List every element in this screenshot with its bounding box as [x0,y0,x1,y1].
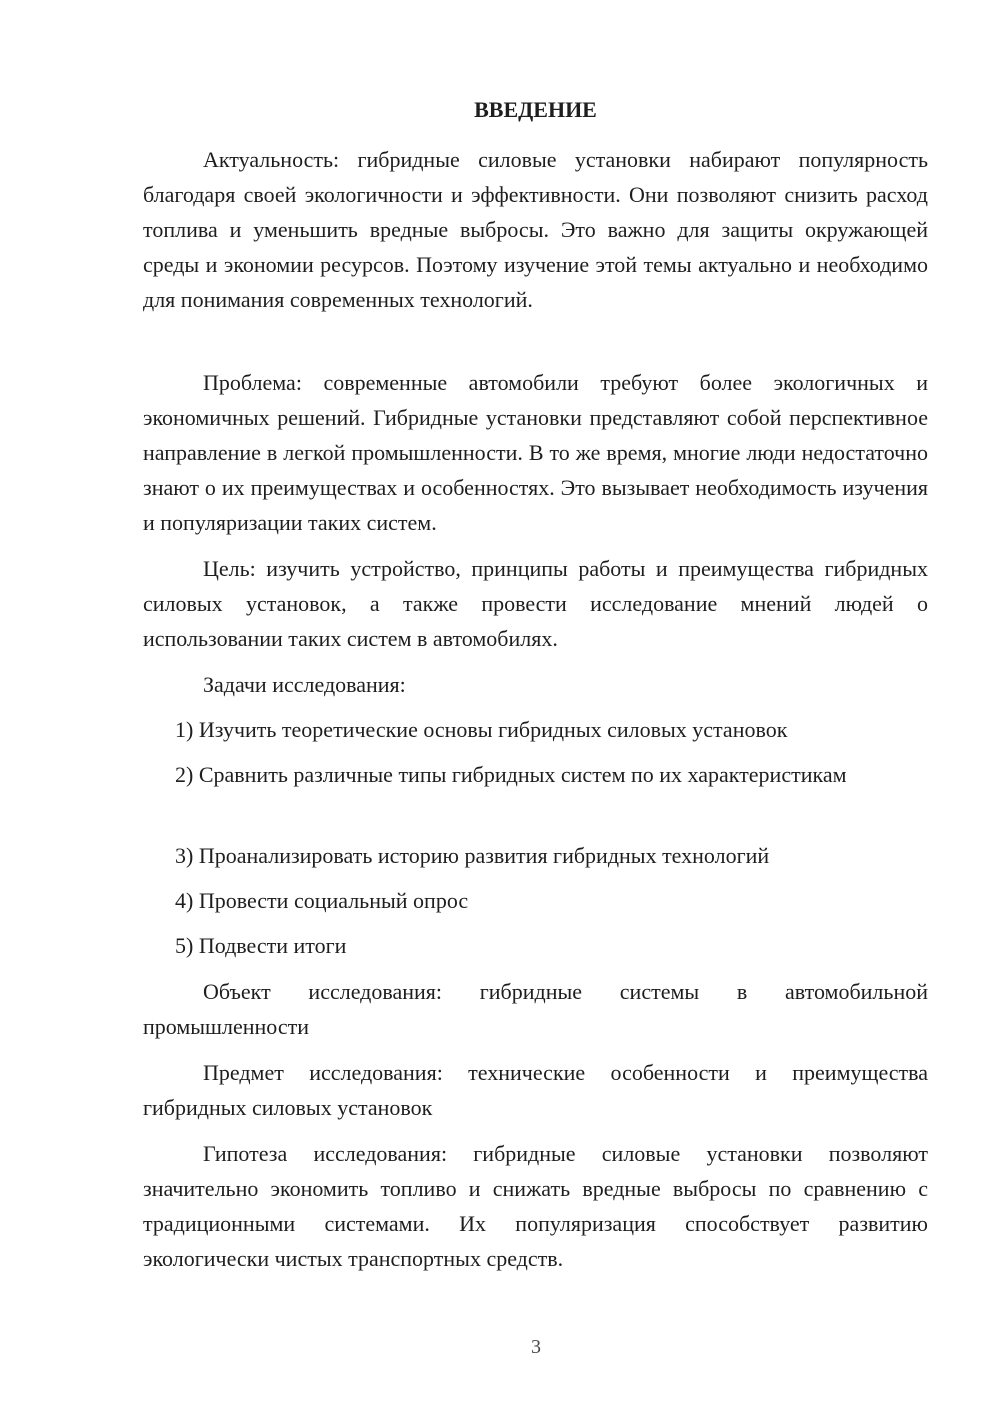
list-item-task-1: 1) Изучить теоретические основы гибридных силовых установок [175,717,788,742]
list-item-task-5: 5) Подвести итоги [175,933,347,958]
paragraph-subject: Предмет исследования: технические особенности и преимущества гибридных силовых установок [143,1060,928,1120]
paragraph-goal: Цель: изучить устройство, принципы работы и преимущества гибридных силовых установок, а также провести исследование мнений людей о использовании таких систем в автомобилях. [143,556,928,651]
list-item-task-4: 4) Провести социальный опрос [175,888,469,913]
paragraph-object: Объект исследования: гибридные системы в автомобильной промышленности [143,979,928,1039]
paragraph-hypothesis: Гипотеза исследования: гибридные силовые установки позволяют значительно экономить топливо и снижать вредные выбросы по сравнению с традиционными системами. Их популяризация способствует развитию экологически чистых транспортных средств. [143,1141,928,1271]
paragraph-problem: Проблема: современные автомобили требуют более экологичных и экономичных решений. Гибридные установки представляют собой перспективное направление в легкой промышленности. В то же время, многие люди недостаточно знают о их преимуществах и особенностях. Это вызывает необходимость изучения и популяризации таких систем. [143,370,928,535]
page-number: 3 [531,1336,541,1358]
list-item-task-3: 3) Проанализировать историю развития гибридных технологий [175,843,770,868]
paragraph-relevance: Актуальность: гибридные силовые установки набирают популярность благодаря своей экологичности и эффективности. Они позволяют снизить расход топлива и уменьшить вредные выбросы. Это важно для защиты окружающей среды и экономии ресурсов. Поэтому изучение этой темы актуально и необходимо для понимания современных технологий. [143,147,928,312]
section-heading: ВВЕДЕНИЕ [474,97,597,122]
paragraph-tasks-intro: Задачи исследования: [203,672,406,697]
list-item-task-2: 2) Сравнить различные типы гибридных систем по их характеристикам [175,762,847,787]
